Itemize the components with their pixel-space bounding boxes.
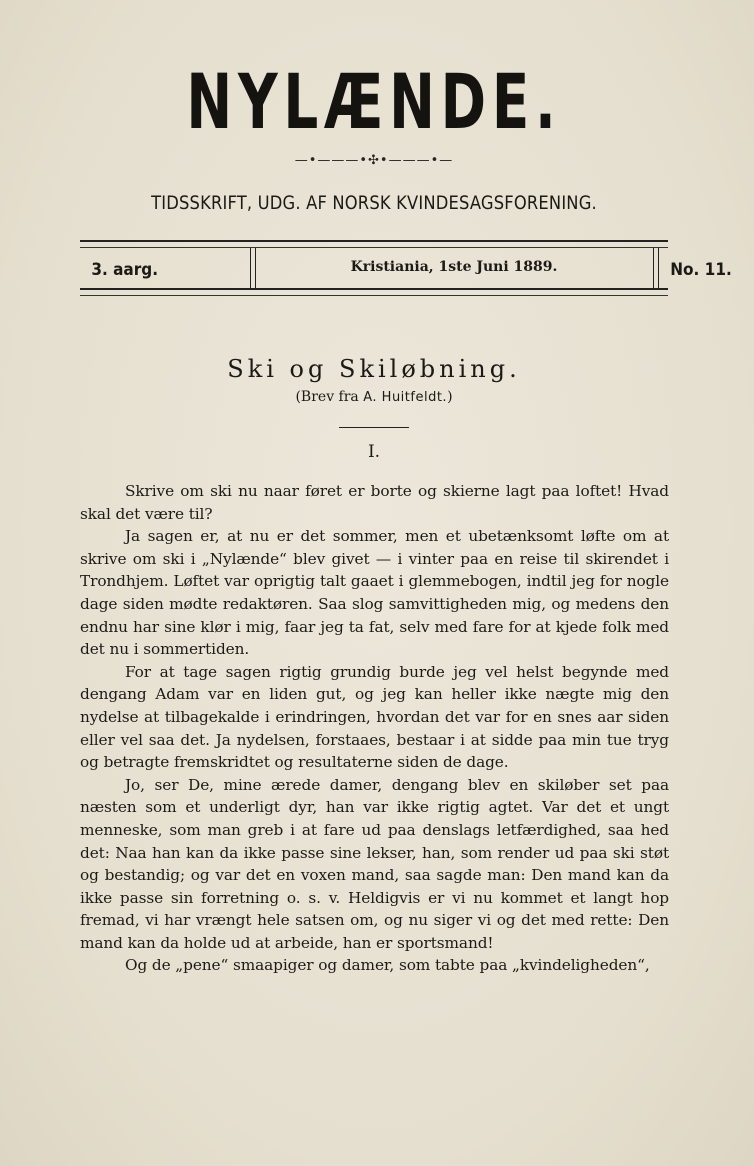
article-body — [80, 480, 669, 977]
article-title: Ski og Skiløbning. — [227, 355, 521, 383]
column-divider — [653, 248, 659, 288]
paragraph: Skrive om ski nu naar føret er borte og skierne lagt paa loftet! Hvad skal det være til? — [80, 482, 669, 523]
journal-subtitle: TIDSSKRIFT, UDG. AF NORSK KVINDESAGSFORENING. — [151, 192, 597, 214]
masthead — [80, 58, 668, 214]
byline-author: A. Huitfeldt. — [363, 390, 448, 405]
paragraph: Ja sagen er, at nu er det sommer, men et ubetænksomt løfte om at skrive om ski i „Nylænde“ blev givet — i vinter paa en reise til skirendet i Trondhjem. Løftet var oprigtig talt gaaet i glemmebogen, indtil jeg for nogle dage siden mødte redaktøren. Saa slog samvittigheden mig, og medens den endnu har sine klør i mig, faar jeg ta fat, selv med fare for at kjede folk med det nu i sommertiden. — [80, 527, 669, 659]
journal-title: NYLÆNDE. — [186, 57, 562, 146]
paragraph: Og de „pene“ smaapiger og damer, som tabte paa „kvindeligheden“, — [125, 956, 650, 975]
volume-label: 3. aarg. — [91, 260, 159, 280]
byline-prefix: (Brev fra — [295, 389, 364, 405]
article-header — [80, 352, 668, 462]
paragraph: Jo, ser De, mine ærede damer, dengang blev en skiløber set paa næsten som et underligt dyr, han var ikke rigtig agtet. Var det et ungt menneske, som man greb i at fare ud paa denslags letfærdighed, saa hed det: Naa han kan da ikke passe sine lekser, han, som render ud paa ski støt og bestandig; og var det en voxen mand, saa sagde man: Den mand kan da ikke passe sin forretning o. s. v. Heldigvis er vi nu kommet et langt hop fremad, vi har vrængt hele satsen om, og nu siger vi og det med rette: Den mand kan da holde ud at arbeide, han er sportsmand! — [80, 775, 669, 952]
section-rule — [339, 427, 409, 428]
issue-date: Kristiania, 1ste Juni 1889. — [350, 259, 558, 275]
byline — [80, 388, 668, 407]
section-number: I. — [367, 442, 381, 462]
byline-suffix: ) — [447, 389, 453, 405]
issue-number: No. 11. — [670, 260, 732, 280]
issue-info-bar — [80, 240, 732, 296]
rule-bottom — [80, 288, 668, 296]
paragraph: For at tage sagen rigtig grundig burde jeg vel helst begynde med dengang Adam var en liden gut, og jeg kan heller ikke nægte mig den nydelse at tilbagekalde i erindringen, hvordan det var for en snes aar siden eller vel saa det. Ja nydelsen, forstaaes, bestaar i at sidde paa min tue tryg og betragte fremskridtet og resultaterne siden de dage. — [80, 662, 669, 772]
ornament-divider-icon: —•———•✣•———•— — [294, 153, 454, 168]
